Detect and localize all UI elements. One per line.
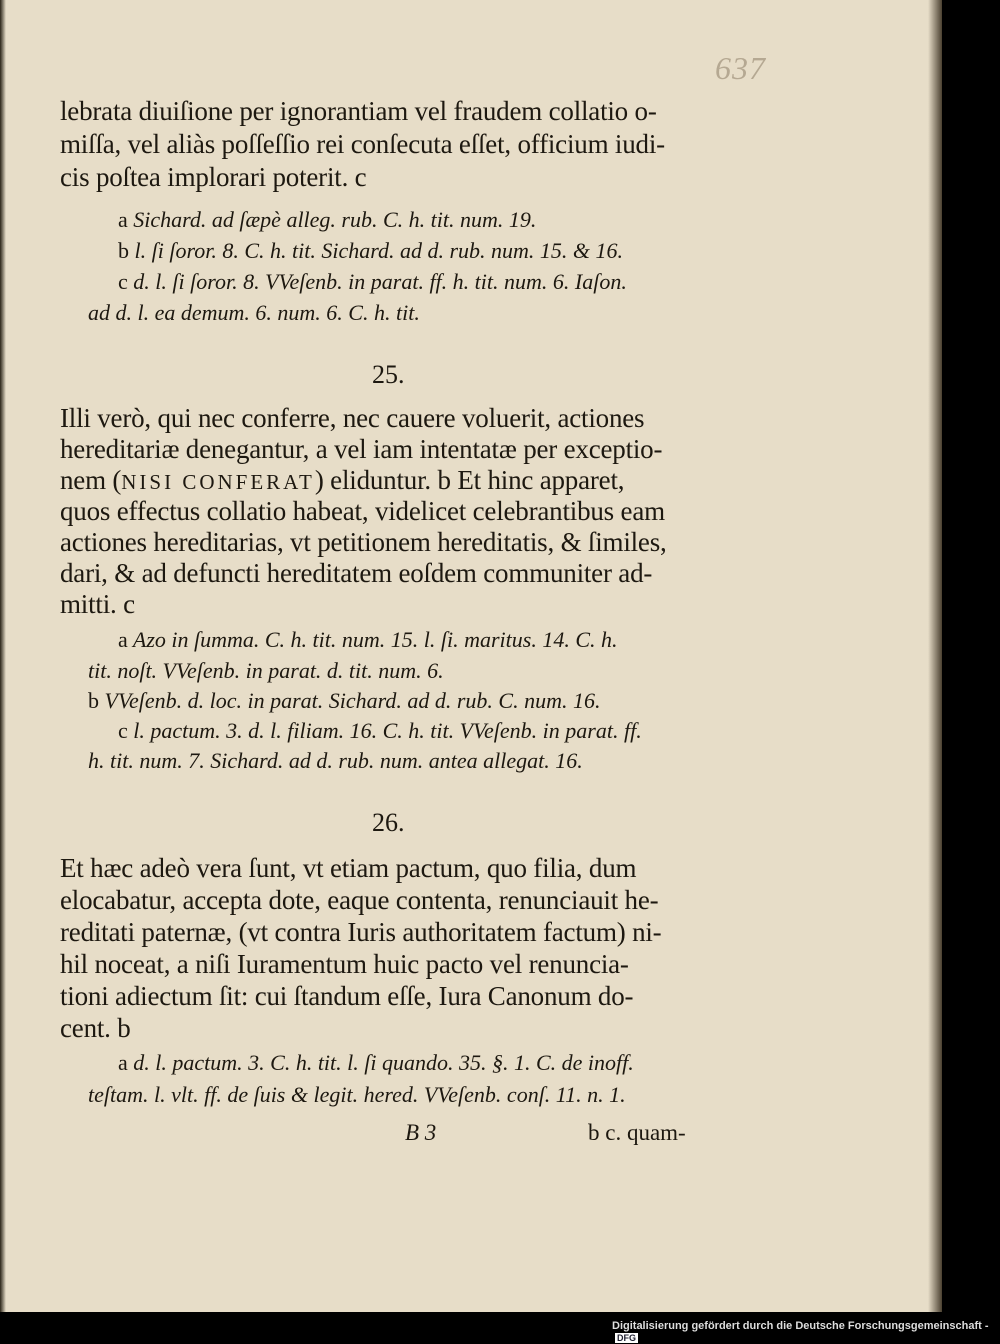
text-line: mitti. c: [60, 589, 135, 619]
footnote-continuation: tit. noſt. VVeſenb. in parat. d. tit. num. 6.: [88, 658, 444, 683]
catchword: b c. quam-: [588, 1120, 686, 1145]
text-line: actiones hereditarias, vt petitionem hereditatis, & ſimiles,: [60, 527, 667, 557]
footnote-label: a: [118, 207, 128, 232]
footnote: [118, 269, 627, 295]
text-line: tioni adiectum ſit: cui ſtandum eſſe, Iura Canonum do-: [60, 981, 634, 1011]
text-line: lebrata diuiſione per ignorantiam vel fraudem collatio o-: [60, 96, 657, 126]
footnote-text: l. ſi ſoror. 8. C. h. tit. Sichard. ad d. rub. num. 15. & 16.: [134, 238, 624, 263]
footnote-continuation: teſtam. l. vlt. ff. de ſuis & legit. hered. VVeſenb. conſ. 11. n. 1.: [88, 1082, 626, 1107]
footnote: [118, 627, 618, 653]
section-number: 26.: [372, 808, 405, 837]
text-line: cis poſtea implorari poterit. c: [60, 162, 367, 192]
text-line: elocabatur, accepta dote, eaque contenta, renunciauit he-: [60, 885, 659, 915]
text-line: [60, 465, 624, 496]
footnote-text: d. l. pactum. 3. C. h. tit. l. ſi quando. 35. §. 1. C. de inoff.: [133, 1050, 634, 1075]
footnote-text: d. l. ſi ſoror. 8. VVeſenb. in parat. ff. h. tit. num. 6. Iaſon.: [133, 269, 627, 294]
footnote-text: Azo in ſumma. C. h. tit. num. 15. l. ſi. maritus. 14. C. h.: [132, 627, 618, 652]
text-line: hil noceat, a niſi Iuramentum huic pacto vel renuncia-: [60, 949, 629, 979]
footnote-text: Sichard. ad ſæpè alleg. rub. C. h. tit. num. 19.: [133, 207, 537, 232]
dfg-logo: DFG: [617, 1333, 636, 1343]
text-line: cent. b: [60, 1013, 131, 1043]
footnote: [88, 688, 601, 714]
section-number: 25.: [372, 360, 405, 389]
text-line: Et hæc adeò vera ſunt, vt etiam pactum, quo filia, dum: [60, 853, 637, 883]
footnote: [118, 207, 536, 233]
footnote-label: a: [118, 1050, 128, 1075]
small-caps-phrase: NISI CONFERAT: [121, 470, 315, 494]
footnote-label: b: [88, 688, 99, 713]
text-fragment: ) eliduntur. b Et hinc apparet,: [314, 465, 625, 495]
footnote-continuation: ad d. l. ea demum. 6. num. 6. C. h. tit.: [88, 300, 420, 325]
credit-text: Digitalisierung gefördert durch die Deutsche Forschungsgemeinschaft -: [612, 1320, 989, 1332]
footnote-label: a: [118, 627, 128, 652]
footnote: [118, 718, 642, 744]
folio-number: 637: [715, 50, 766, 86]
digitization-credit: [612, 1320, 1000, 1344]
footnote: [118, 1050, 634, 1076]
footnote-label: c: [118, 269, 128, 294]
footnote: [118, 238, 623, 264]
footnote-continuation: h. tit. num. 7. Sichard. ad d. rub. num. antea allegat. 16.: [88, 748, 583, 773]
text-line: dari, & ad defuncti hereditatem eoſdem communiter ad-: [60, 558, 653, 588]
footnote-label: b: [118, 238, 129, 263]
text-fragment: nem (: [60, 465, 122, 495]
footnote-label: c: [118, 718, 128, 743]
signature-mark: B 3: [405, 1120, 437, 1145]
text-line: miſſa, vel aliàs poſſeſſio rei conſecuta eſſet, officium iudi-: [60, 129, 665, 159]
text-line: quos effectus collatio habeat, videlicet celebrantibus eam: [60, 496, 665, 526]
text-line: reditati paternæ, (vt contra Iuris authoritatem factum) ni-: [60, 917, 662, 947]
footnote-text: VVeſenb. d. loc. in parat. Sichard. ad d. rub. C. num. 16.: [104, 688, 601, 713]
text-line: Illi verò, qui nec conferre, nec cauere voluerit, actiones: [60, 403, 645, 433]
text-line: hereditariæ denegantur, a vel iam intentatæ per exceptio-: [60, 434, 663, 464]
footnote-text: l. pactum. 3. d. l. filiam. 16. C. h. tit. VVeſenb. in parat. ff.: [133, 718, 642, 743]
